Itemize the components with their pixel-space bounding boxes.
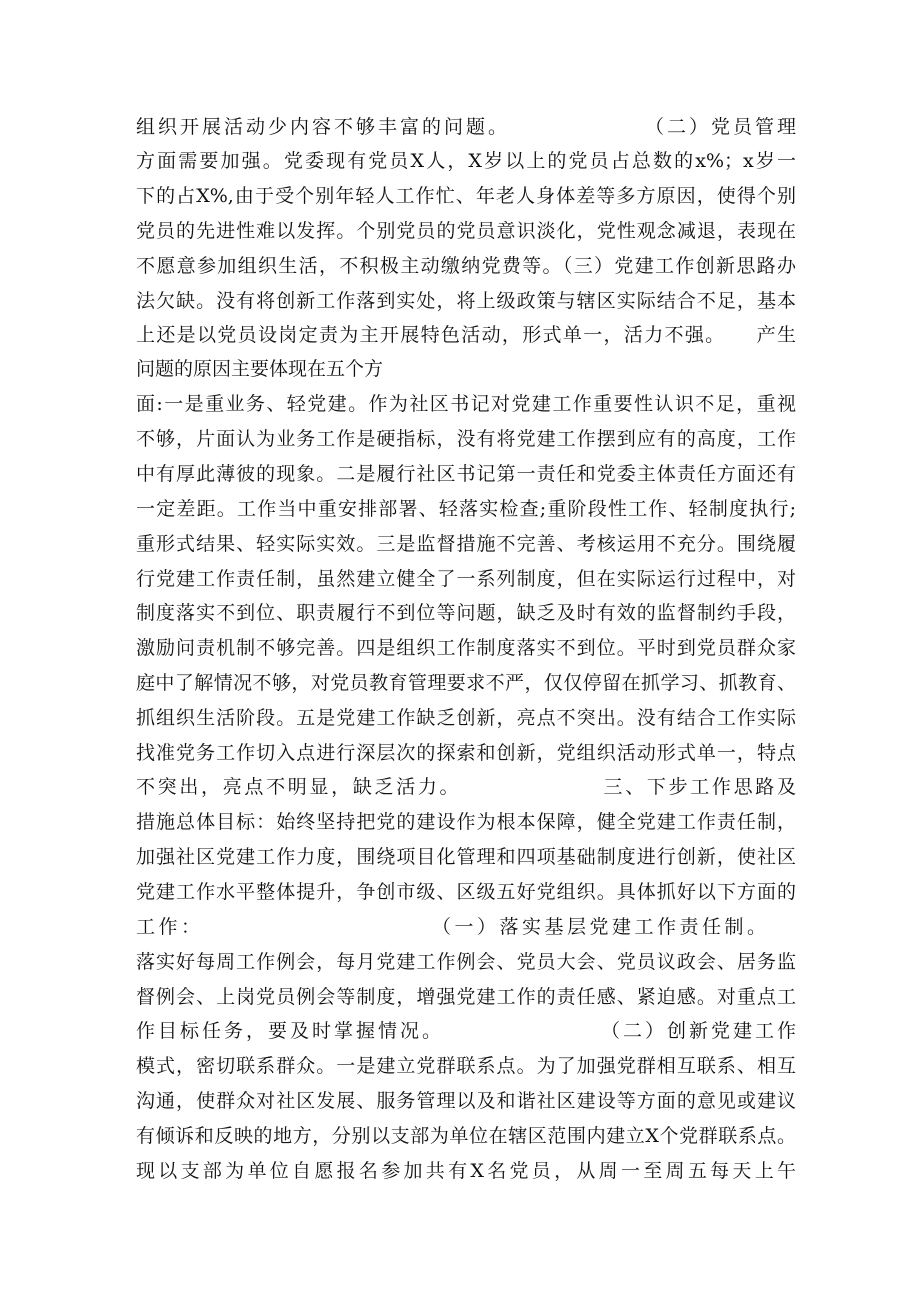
- text-line: 党员的先进性难以发挥。个别党员的党员意识淡化，党性观念减退，表现在: [136, 220, 796, 242]
- text-line: 工作： （一）落实基层党建工作责任制。: [136, 916, 766, 938]
- text-line: 组织开展活动少内容不够丰富的问题。 （二）党员管理: [136, 116, 796, 138]
- text-line: 抓组织生活阶段。五是党建工作缺乏创新，亮点不突出。没有结合工作实际: [136, 707, 796, 729]
- text-line: 面:一是重业务、轻党建。作为社区书记对党建工作重要性认识不足，重视: [136, 393, 796, 415]
- text-line: 模式，密切联系群众。一是建立党群联系点。为了加强党群相互联系、相互: [136, 1055, 796, 1077]
- text-line: 行党建工作责任制，虽然建立健全了一系列制度，但在实际运行过程中，对: [136, 568, 796, 590]
- text-line: 党建工作水平整体提升，争创市级、区级五好党组织。具体抓好以下方面的: [136, 881, 796, 903]
- text-line: 上还是以党员设岗定责为主开展特色活动，形式单一，活力不强。 产生: [136, 324, 796, 346]
- text-line: 下的占X%,由于受个别年轻人工作忙、年老人身体差等多方原因，使得个别: [136, 185, 796, 207]
- text-line: 方面需要加强。党委现有党员X人，X岁以上的党员占总数的x%；x岁一: [136, 150, 796, 172]
- text-line: 加强社区党建工作力度，围绕项目化管理和四项基础制度进行创新，使社区: [136, 846, 796, 868]
- text-line: 不愿意参加组织生活，不积极主动缴纳党费等。（三）党建工作创新思路办: [136, 255, 796, 277]
- text-line: 沟通，使群众对社区发展、服务管理以及和谐社区建设等方面的意见或建议: [136, 1090, 796, 1112]
- text-line: 有倾诉和反映的地方，分别以支部为单位在辖区范围内建立X个党群联系点。: [136, 1125, 796, 1147]
- text-line: 制度落实不到位、职责履行不到位等问题，缺乏及时有效的监督制约手段，: [136, 602, 796, 624]
- text-line: 作目标任务，要及时掌握情况。 （二）创新党建工作: [136, 1020, 796, 1042]
- text-line: 落实好每周工作例会，每月党建工作例会、党员大会、党员议政会、居务监: [136, 951, 796, 973]
- text-line: 找准党务工作切入点进行深层次的探索和创新，党组织活动形式单一，特点: [136, 742, 796, 764]
- text-line: 一定差距。工作当中重安排部署、轻落实检查;重阶段性工作、轻制度执行;: [136, 498, 796, 520]
- text-line: 法欠缺。没有将创新工作落到实处，将上级政策与辖区实际结合不足，基本: [136, 290, 796, 312]
- text-line: 不突出，亮点不明显，缺乏活力。 三、下步工作思路及: [136, 776, 796, 798]
- text-line: 督例会、上岗党员例会等制度，增强党建工作的责任感、紧迫感。对重点工: [136, 986, 796, 1008]
- text-line: 中有厚此薄彼的现象。二是履行社区书记第一责任和党委主体责任方面还有: [136, 463, 796, 485]
- text-line: 措施总体目标：始终坚持把党的建设作为根本保障，健全党建工作责任制，: [136, 811, 796, 833]
- text-line: 问题的原因主要体现在五个方: [136, 358, 384, 380]
- text-line: 激励问责机制不够完善。四是组织工作制度落实不到位。平时到党员群众家: [136, 637, 796, 659]
- text-line: 庭中了解情况不够，对党员教育管理要求不严，仅仅停留在抓学习、抓教育、: [136, 672, 796, 694]
- text-line: 现以支部为单位自愿报名参加共有X名党员，从周一至周五每天上午: [136, 1160, 796, 1182]
- text-line: 重形式结果、轻实际实效。三是监督措施不完善、考核运用不充分。围绕履: [136, 533, 796, 555]
- text-line: 不够，片面认为业务工作是硬指标，没有将党建工作摆到应有的高度，工作: [136, 428, 796, 450]
